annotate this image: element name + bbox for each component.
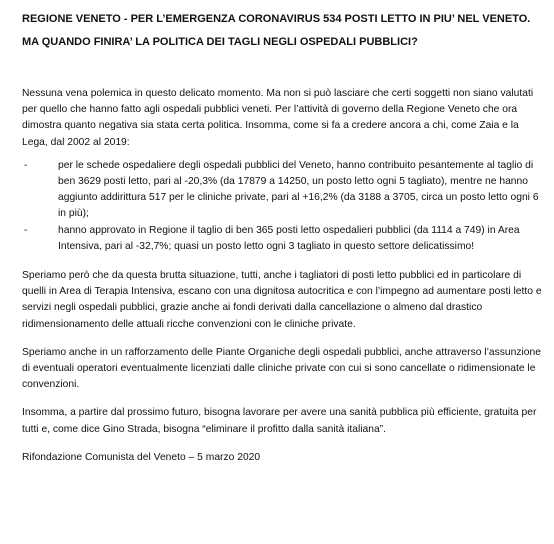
list-item [22,223,546,255]
conclusion-paragraph: Insomma, a partire dal prossimo futuro, bisogna lavorare per avere una sanità pubblica più efficiente, gratuita per tutti e, come dice Gino Strada, bisogna “eliminare il profitto dalla sanità italiana”. [22,407,537,435]
bullet-dash: - [24,159,28,171]
document-page [22,12,546,466]
hope-paragraph: Speriamo però che da questa brutta situazione, tutti, anche i tagliatori di posti letto pubblici ed in particolare di quelli in Area di Terapia Intensiva, escano con una dignitosa autocritica e con l’impegno ad aumentare posti letto e servizi negli ospedali pubblici, grazie anche ai fondi derivati dalla cancellazione o almeno dal drastico ridimensionamento delle attuali ricche convenzioni con le cliniche private. [22,270,542,330]
bullet-dash: - [24,224,28,236]
list-item-text: per le schede ospedaliere degli ospedali pubblici del Veneto, hanno contribuito pesantemente al taglio di ben 3629 posti letto, pari al -20,3% (da 17879 a 14250, un posto letto ogni 5 tagliato), mentre ne hanno aggiunto addirittura 517 per le cliniche private, pari al +16,2% (da 3188 a 3705, circa un posto letto ogni 6 in più); [58,159,539,220]
intro-paragraph: Nessuna vena polemica in questo delicato momento. Ma non si può lasciare che certi soggetti non siano valutati per quello che hanno fatto agli ospedali pubblici veneti. Per l’attività di governo della Regione Veneto che ora dimostra quanto negativa sia stata certa politica. Insomma, come si fa a credere ancora a chi, come Zaia e la Lega, dal 2002 al 2019: [22,88,534,148]
headline-secondary: MA QUANDO FINIRA’ LA POLITICA DEI TAGLI NEGLI OSPEDALI PUBBLICI? [22,36,418,48]
list-item-text: hanno approvato in Regione il taglio di ben 365 posti letto ospedalieri pubblici (da 1114 a 749) in Area Intensiva, pari al -32,7%; quasi un posto letto ogni 3 tagliato in questo settore delicatissimo! [58,224,520,252]
list-item [22,158,546,223]
cuts-list [22,158,546,255]
staffing-paragraph: Speriamo anche in un rafforzamento delle Piante Organiche degli ospedali pubblici, anche attraverso l’assunzione di eventuali operatori eventualmente licenziati dalle cliniche private con cui si sono cancellate o ridimensionate le convenzioni. [22,346,541,391]
signature-line: Rifondazione Comunista del Veneto – 5 marzo 2020 [22,451,261,463]
headline-primary: REGIONE VENETO - PER L’EMERGENZA CORONAVIRUS 534 POSTI LETTO IN PIU’ NEL VENETO. [22,13,531,25]
